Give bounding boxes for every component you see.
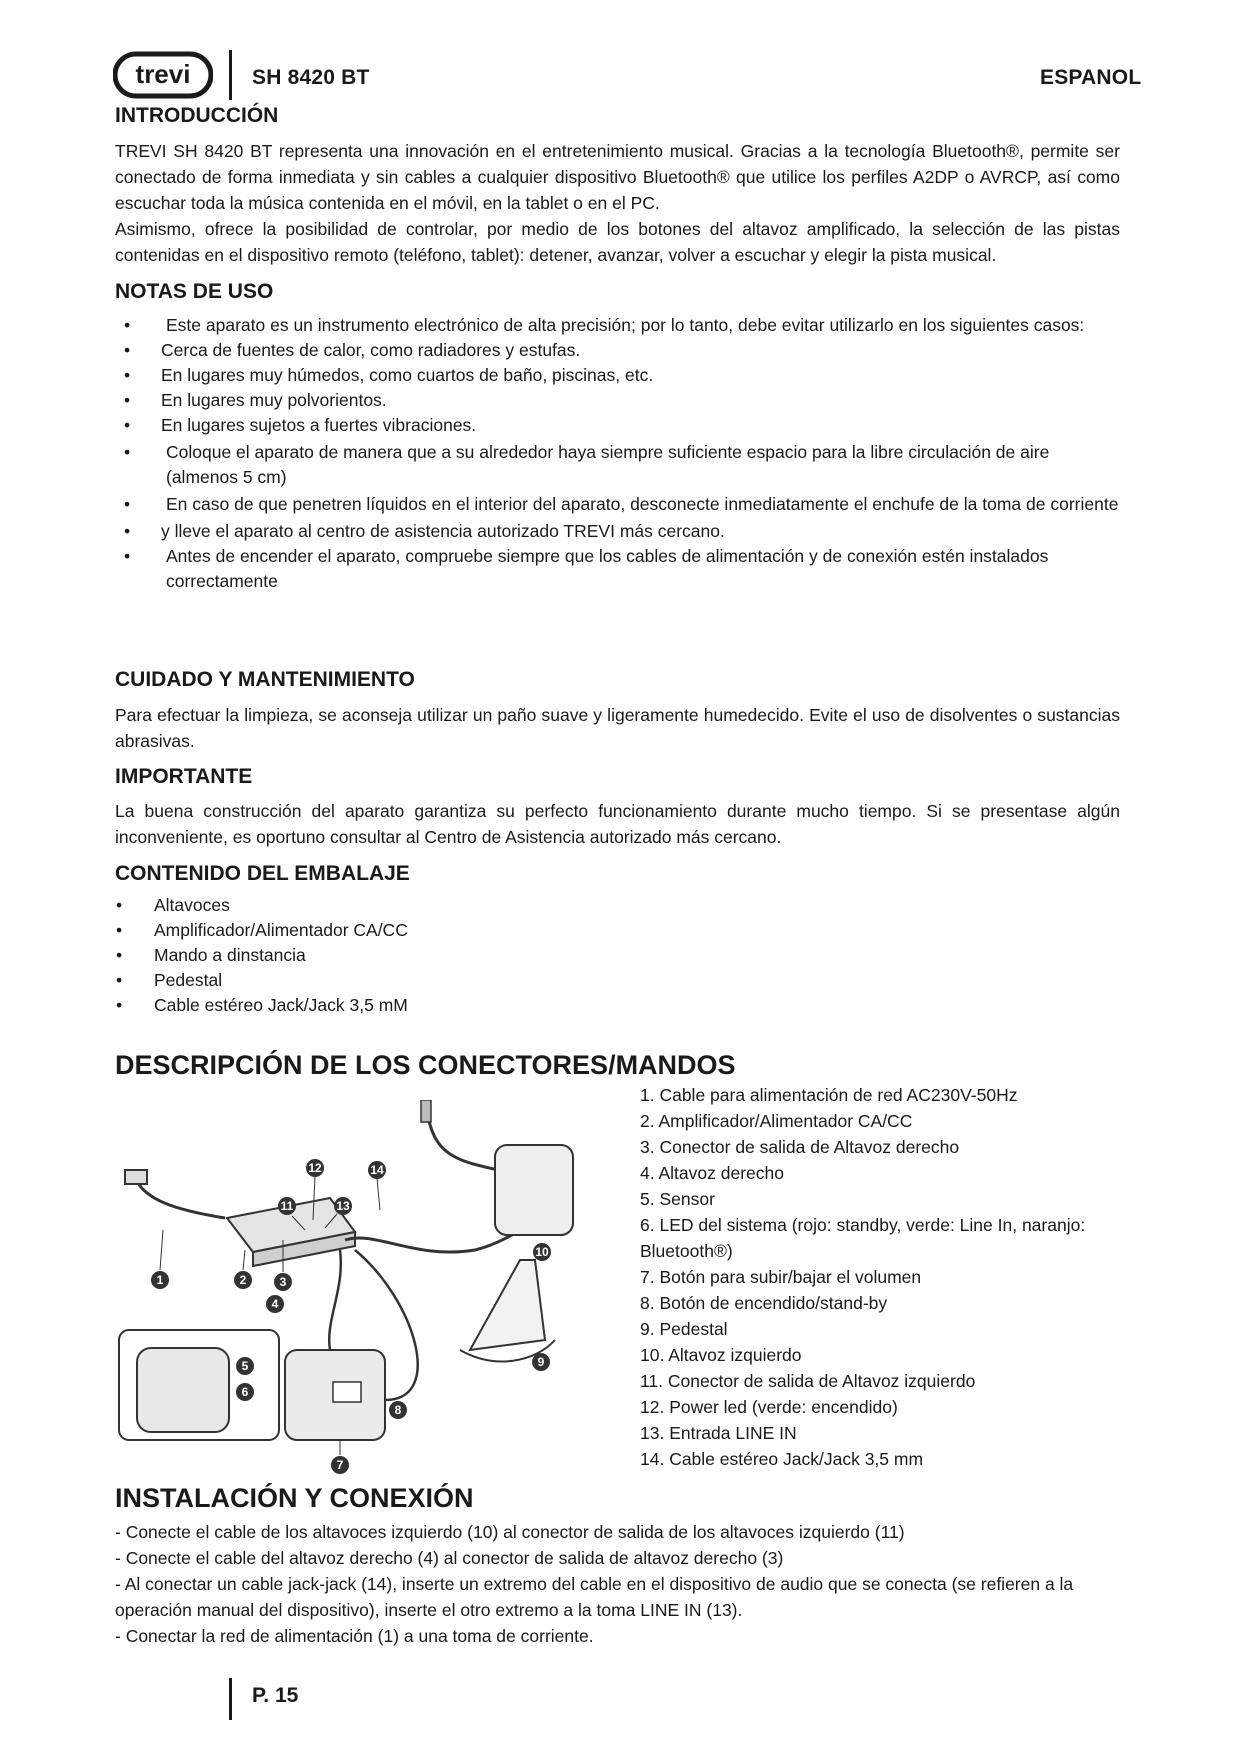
- header-divider: [229, 50, 232, 100]
- importante-title: IMPORTANTE: [115, 765, 253, 788]
- list-item: • Coloque el aparato de manera que a su alrededor haya siempre suficiente espacio para la libre circulación de aire (almenos 5 cm): [124, 442, 1050, 487]
- list-item: - Conecte el cable de los altavoces izquierdo (10) al conector de salida de los altavoces izquierdo (11): [115, 1522, 905, 1542]
- intro-title: INTRODUCCIÓN: [115, 104, 279, 127]
- model-name: SH 8420 BT: [252, 66, 370, 89]
- instalacion-list: [115, 1519, 1125, 1649]
- callout-4: [266, 1295, 284, 1313]
- list-item: • En lugares muy húmedos, como cuartos de baño, piscinas, etc.: [124, 365, 654, 385]
- list-item: - Al conectar un cable jack-jack (14), inserte un extremo del cable en el dispositivo de audio que se conecta (se refieren a la operación manual del dispositivo), inserte el otro extremo a la toma LINE IN (13).: [115, 1574, 1074, 1620]
- contenido-title: CONTENIDO DEL EMBALAJE: [115, 862, 410, 885]
- list-item: 11. Conector de salida de Altavoz izquierdo: [640, 1371, 976, 1391]
- svg-text:8: 8: [394, 1403, 402, 1417]
- svg-text:trevi: trevi: [135, 59, 191, 89]
- callout-5: [236, 1357, 254, 1375]
- list-item: 13. Entrada LINE IN: [640, 1423, 797, 1443]
- list-item: • Pedestal: [116, 970, 223, 990]
- power-cord: [135, 1178, 225, 1218]
- connectors-diagram: [115, 1100, 635, 1480]
- list-item: • Mando a dinstancia: [116, 945, 306, 965]
- list-item: • Cerca de fuentes de calor, como radiadores y estufas.: [124, 340, 581, 360]
- list-item: 9. Pedestal: [640, 1319, 728, 1339]
- intro-paragraph-1: TREVI SH 8420 BT representa una innovación en el entretenimiento musical. Gracias a la tecnología Bluetooth®, permite ser conectado de forma inmediata y sin cables a cualquier dispositivo Bluetooth® que utilice los perfiles A2DP o AVRCP, así como escuchar toda la música contenida en el móvil, en la tablet o en el PC.: [115, 141, 1120, 213]
- list-item: • y lleve el aparato al centro de asistencia autorizado TREVI más cercano.: [124, 521, 725, 541]
- language-label: ESPANOL: [1040, 66, 1142, 89]
- stand: [470, 1260, 545, 1350]
- callout-2: [234, 1250, 252, 1289]
- list-item: 1. Cable para alimentación de red AC230V-50Hz: [640, 1085, 1018, 1105]
- list-item: • Este aparato es un instrumento electrónico de alta precisión; por lo tanto, debe evitar utilizarlo en los siguientes casos:: [124, 315, 1085, 335]
- notas-list: [124, 313, 1121, 594]
- svg-text:3: 3: [279, 1275, 287, 1289]
- list-item: 6. LED del sistema (rojo: standby, verde: Line In, naranjo: Bluetooth®): [640, 1215, 1086, 1261]
- svg-text:4: 4: [271, 1297, 279, 1311]
- power-plug: [125, 1170, 147, 1184]
- list-item: - Conecte el cable del altavoz derecho (4) al conector de salida de altavoz derecho (3): [115, 1548, 784, 1568]
- instalacion-title: INSTALACIÓN Y CONEXIÓN: [115, 1483, 474, 1513]
- callout-7: [331, 1440, 349, 1474]
- cuidado-text: Para efectuar la limpieza, se aconseja utilizar un paño suave y ligeramente humedecido. Evite el uso de disolventes o sustancias abrasivas.: [115, 705, 1120, 751]
- list-item: • En caso de que penetren líquidos en el interior del aparato, desconecte inmediatamente el enchufe de la toma de corriente: [124, 494, 1119, 514]
- svg-text:5: 5: [241, 1359, 249, 1373]
- list-item: • En lugares muy polvorientos.: [124, 390, 387, 410]
- list-item: 5. Sensor: [640, 1189, 715, 1209]
- svg-text:10: 10: [535, 1245, 549, 1259]
- svg-text:2: 2: [239, 1273, 247, 1287]
- callout-14: [368, 1161, 386, 1210]
- callout-10: [533, 1243, 551, 1261]
- callout-6: [236, 1383, 254, 1401]
- list-item: 3. Conector de salida de Altavoz derecho: [640, 1137, 960, 1157]
- speaker-left: [137, 1348, 229, 1432]
- jack-plug: [421, 1100, 431, 1122]
- trevi-logo: [113, 50, 213, 100]
- list-item: • Altavoces: [116, 895, 230, 915]
- list-item: • Cable estéreo Jack/Jack 3,5 mM: [116, 995, 408, 1015]
- parts-list: [640, 1082, 1140, 1472]
- contenido-list: [116, 893, 754, 1018]
- intro-paragraph-2: Asimismo, ofrece la posibilidad de controlar, por medio de los botones del altavoz amplificado, la selección de las pistas contenidas en el dispositivo remoto (teléfono, tablet): detener, avanzar, volver a escuchar y elegir la pista musical.: [115, 219, 1120, 265]
- list-item: 14. Cable estéreo Jack/Jack 3,5 mm: [640, 1449, 924, 1469]
- svg-text:11: 11: [280, 1199, 294, 1213]
- list-item: - Conectar la red de alimentación (1) a una toma de corriente.: [115, 1626, 594, 1646]
- svg-text:12: 12: [308, 1161, 322, 1175]
- list-item: • En lugares sujetos a fuertes vibraciones.: [124, 415, 477, 435]
- page-number: P. 15: [252, 1684, 299, 1707]
- list-item: • Antes de encender el aparato, compruebe siempre que los cables de alimentación y de conexión estén instalados correctamente: [124, 546, 1049, 591]
- list-item: 2. Amplificador/Alimentador CA/CC: [640, 1111, 913, 1131]
- importante-text: La buena construcción del aparato garantiza su perfecto funcionamiento durante mucho tiempo. Si se presentase algún inconveniente, es oportuno consultar al Centro de Asistencia autorizado más cercano.: [115, 801, 1120, 847]
- speaker-right: [495, 1145, 573, 1235]
- svg-text:6: 6: [241, 1385, 249, 1399]
- svg-text:13: 13: [336, 1199, 350, 1213]
- footer-divider: [229, 1678, 232, 1720]
- list-item: • Amplificador/Alimentador CA/CC: [116, 920, 408, 940]
- callout-9: [532, 1353, 550, 1371]
- list-item: 10. Altavoz izquierdo: [640, 1345, 802, 1365]
- svg-text:14: 14: [370, 1163, 384, 1177]
- list-item: 12. Power led (verde: encendido): [640, 1397, 898, 1417]
- notas-title: NOTAS DE USO: [115, 280, 274, 303]
- cuidado-title: CUIDADO Y MANTENIMIENTO: [115, 668, 415, 691]
- svg-text:7: 7: [336, 1458, 344, 1472]
- list-item: 8. Botón de encendido/stand-by: [640, 1293, 888, 1313]
- list-item: 7. Botón para subir/bajar el volumen: [640, 1267, 922, 1287]
- descripcion-title: DESCRIPCIÓN DE LOS CONECTORES/MANDOS: [115, 1050, 736, 1080]
- callout-8: [389, 1401, 407, 1419]
- speaker-display: [333, 1382, 361, 1402]
- svg-text:9: 9: [537, 1355, 545, 1369]
- callout-1: [151, 1230, 169, 1289]
- list-item: 4. Altavoz derecho: [640, 1163, 784, 1183]
- speaker-cable-right: [329, 1250, 341, 1350]
- svg-text:1: 1: [156, 1273, 164, 1287]
